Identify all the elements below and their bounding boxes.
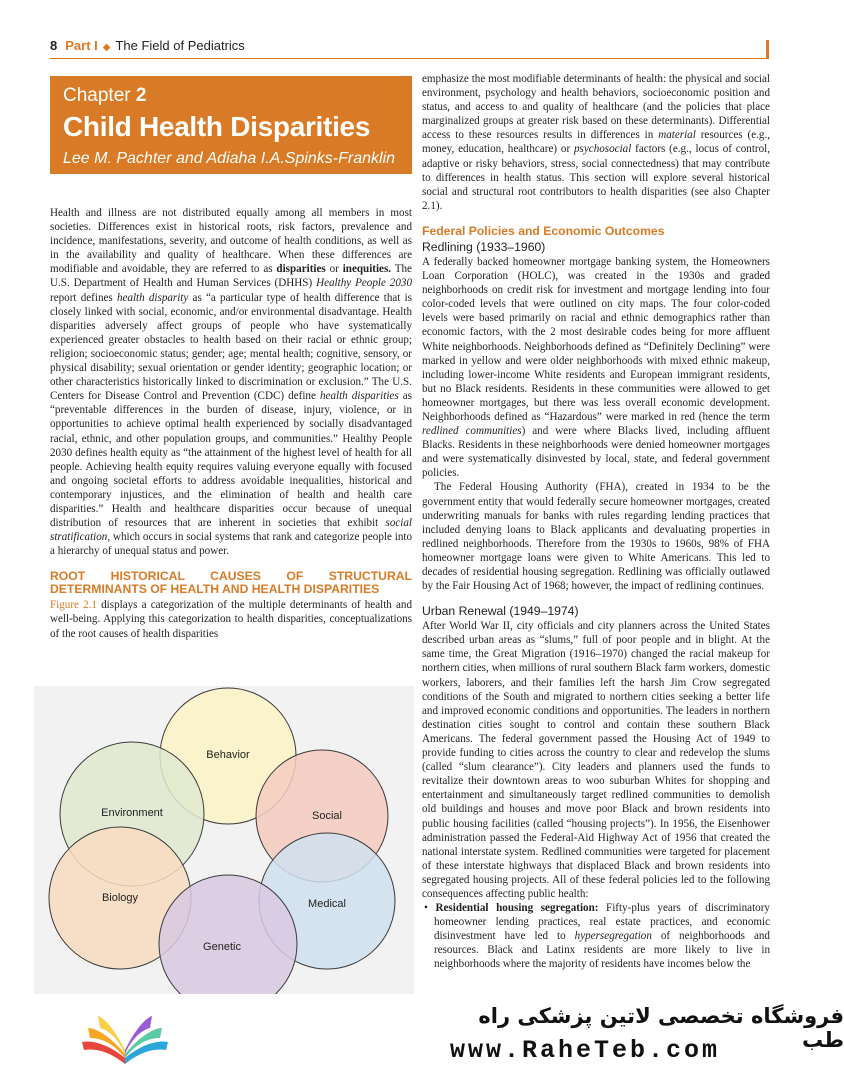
chapter-authors: Lee M. Pachter and Adiaha I.A.Spinks-Franklin <box>63 150 396 167</box>
redlining-subheading: Redlining (1933–1960) <box>422 239 546 254</box>
behavior-label: Behavior <box>206 749 250 761</box>
right-column <box>422 72 770 972</box>
section-title: The Field of Pediatrics <box>115 38 245 53</box>
diamond-separator-icon: ◆ <box>102 42 111 53</box>
header-rule <box>50 58 768 59</box>
determinants-diagram <box>34 686 414 994</box>
social-label: Social <box>312 810 342 822</box>
intro-paragraph: Health and illness are not distributed equally among all members in most societies. Differences exist in historical roots, risk factors, prevalence and incidence, manifestations, severity, and outcome of health conditions, as well as in the availability and quality of healthcare. When these differences are modifiable and avoidable, they are referred to as disparities or inequities. The U.S. Department of Health and Human Services (DHHS) Healthy People 2030 report defines health disparity as “a particular type of health difference that is closely linked with social, economic, and/or environmental disadvantage. Health disparities adversely affect groups of people who have systematically experienced greater obstacles to health based on their racial or ethnic group; religion; socioeconomic status; gender; age; mental health; cognitive, sensory, or physical disability; sexual orientation or gender identity; geographic location; or other characteristics historically linked to discrimination or exclusion.” The U.S. Centers for Disease Control and Prevention (CDC) define health disparities as “preventable differences in the burden of disease, injury, violence, or in opportunities to achieve optimal health experienced by socially disadvantaged racial, ethnic, and other population groups, and communities.” Healthy People 2030 defines health equity as “the attainment of the highest level of health for all people. Achieving health equity requires valuing everyone equally with focused and ongoing societal efforts to address avoidable inequalities, historical and contemporary injustices, and the elimination of health and health care disparities.” Health and healthcare disparities occur because of unequal distribution of resources that are inherent in societies that exhibit social stratification, which occurs in social systems that rank and categorize people into a hierarchy of unequal status and power. <box>50 207 412 558</box>
urban-renewal-subheading: Urban Renewal (1949–1974) <box>422 604 579 619</box>
chapter-word: Chapter <box>63 85 131 106</box>
fha-paragraph: The Federal Housing Authority (FHA), created in 1934 to be the government entity that would federally secure homeowner mortgages, created underwriting manuals for banks with rules regarding lending practices that included denying loans to Black applicants and devaluating properties in redlined neighborhoods. Therefore from the 1930s to 1960s, 98% of FHA homeowner mortgage loans were given to White Americans. This led to decades of residential housing segregation. Redlining was officially outlawed by the Fair Housing Act of 1968; however, the impact of redlining continues. <box>422 481 770 593</box>
store-name-persian: فروشگاه تخصصی لاتین پزشکی راه طب <box>478 1004 844 1052</box>
running-header <box>50 38 768 58</box>
genetic-label: Genetic <box>203 941 241 953</box>
federal-policies-heading: Federal Policies and Economic Outcomes <box>422 223 665 238</box>
determinants-paragraph: emphasize the most modifiable determinants of health: the physical and social environment, psychology and health behaviors, socioeconomic position and status, and access to and quality of healthcare (and the policies that place marginalized groups at greater risk based on these determinants). Differential access to these resources results in differences in material resources (e.g., money, education, healthcare) or psychosocial factors (e.g., locus of control, adaptive or risky behaviors, stress, social connectedness) that may contribute to differences in health status. This section will explore several historical social and structural root contributors to health disparities (see also Chapter 2.1). <box>422 73 771 212</box>
urban-renewal-paragraph: After World War II, city officials and city planners across the United States described urban areas as “slums,” full of poor people and in blight. At the same time, the Great Migration (1916–1970) changed the racial makeup for northern cities, when millions of rural southern Black farm workers, domestic workers, laborers, and their families left the harsh Jim Crow segregated conditions of the South and migrated to northern cities seeking a better life and improved economic conditions and opportunities. The leaders in northern destination cities sought to control and contain these southern Black Americans. The federal government passed the Housing Act of 1949 to provide funding to cities across the country to clear and redevelop the slums (called “slum clearance”). City leaders and planners used the funds to revitalize their downtown areas to woo suburban Whites for shopping and entertainment and simultaneously target redlined communities to demolish old buildings and houses and move poor Black and brown residents into public housing facilities (called “housing projects”). In 1956, the Eisenhower administration passed the Federal-Aid Highway Act of 1956 that created the national interstate system. Redlined communities were targeted for placement of these interstate highways that displaced Black and brown residents into segregated housing projects. All of these federal policies led to the following consequences affecting public health: <box>422 620 770 900</box>
left-column <box>50 206 412 641</box>
chapter-label <box>63 85 146 107</box>
header-tick <box>766 40 769 59</box>
publisher-watermark <box>0 996 844 1080</box>
environment-label: Environment <box>101 807 163 819</box>
medical-label: Medical <box>308 898 346 910</box>
chapter-title: Child Health Disparities <box>63 111 371 142</box>
section-heading: ROOT HISTORICAL CAUSES OF STRUCTURAL DETERMINANTS OF HEALTH AND HEALTH DISPARITIES <box>50 569 412 597</box>
page-number: 8 <box>50 38 58 53</box>
segregation-bullet: • Residential housing segregation: Fifty-plus years of discriminatory homeowner lending practices, real estate practices, and economic disinvestment have led to hypersegregation of neighborhoods and resources. Black and Latinx residents are more likely to live in neighborhoods where the majority of residents have incomes below the <box>424 902 770 971</box>
chapter-number: 2 <box>135 85 147 106</box>
biology-label: Biology <box>101 892 139 904</box>
figure-intro-paragraph: Figure 2.1 displays a categorization of the multiple determinants of health and well-being. Applying this categorization to health disparities, conceptualizations of the root causes of health disparities <box>50 599 412 640</box>
book-logo-icon <box>78 1010 172 1072</box>
chapter-banner <box>50 76 412 174</box>
figure-link[interactable]: Figure 2.1 <box>50 599 97 612</box>
part-label: Part I <box>65 38 98 53</box>
store-url[interactable]: www.RaheTeb.com <box>450 1036 721 1065</box>
redlining-paragraph: A federally backed homeowner mortgage banking system, the Homeowners Loan Corporation (HOLC), was created in the 1930s and graded neighborhoods on credit risk for investment and mortgage lending into four color-coded levels that were outlined on city maps. The four color-coded levels were based primarily on racial and ethnic demographics rather than economic factors, with the 2 most desirable codes being for more affluent White neighborhoods. Neighborhoods defined as “Definitely Declining” were marked in yellow and were older neighborhoods with mixed ethnic makeup, including lower-income White residents and European immigrant residents, but no Black residents. Residents in these communities were allowed to get homeowner mortgages, but there was less overall economic development. Neighborhoods defined as “Hazardous” were marked in red (hence the term redlined communities) and were where Blacks lived, including affluent Blacks. Residents in these neighborhoods were denied homeowner mortgages and were systematically disinvested by local, state, and federal government policies. <box>422 255 770 480</box>
